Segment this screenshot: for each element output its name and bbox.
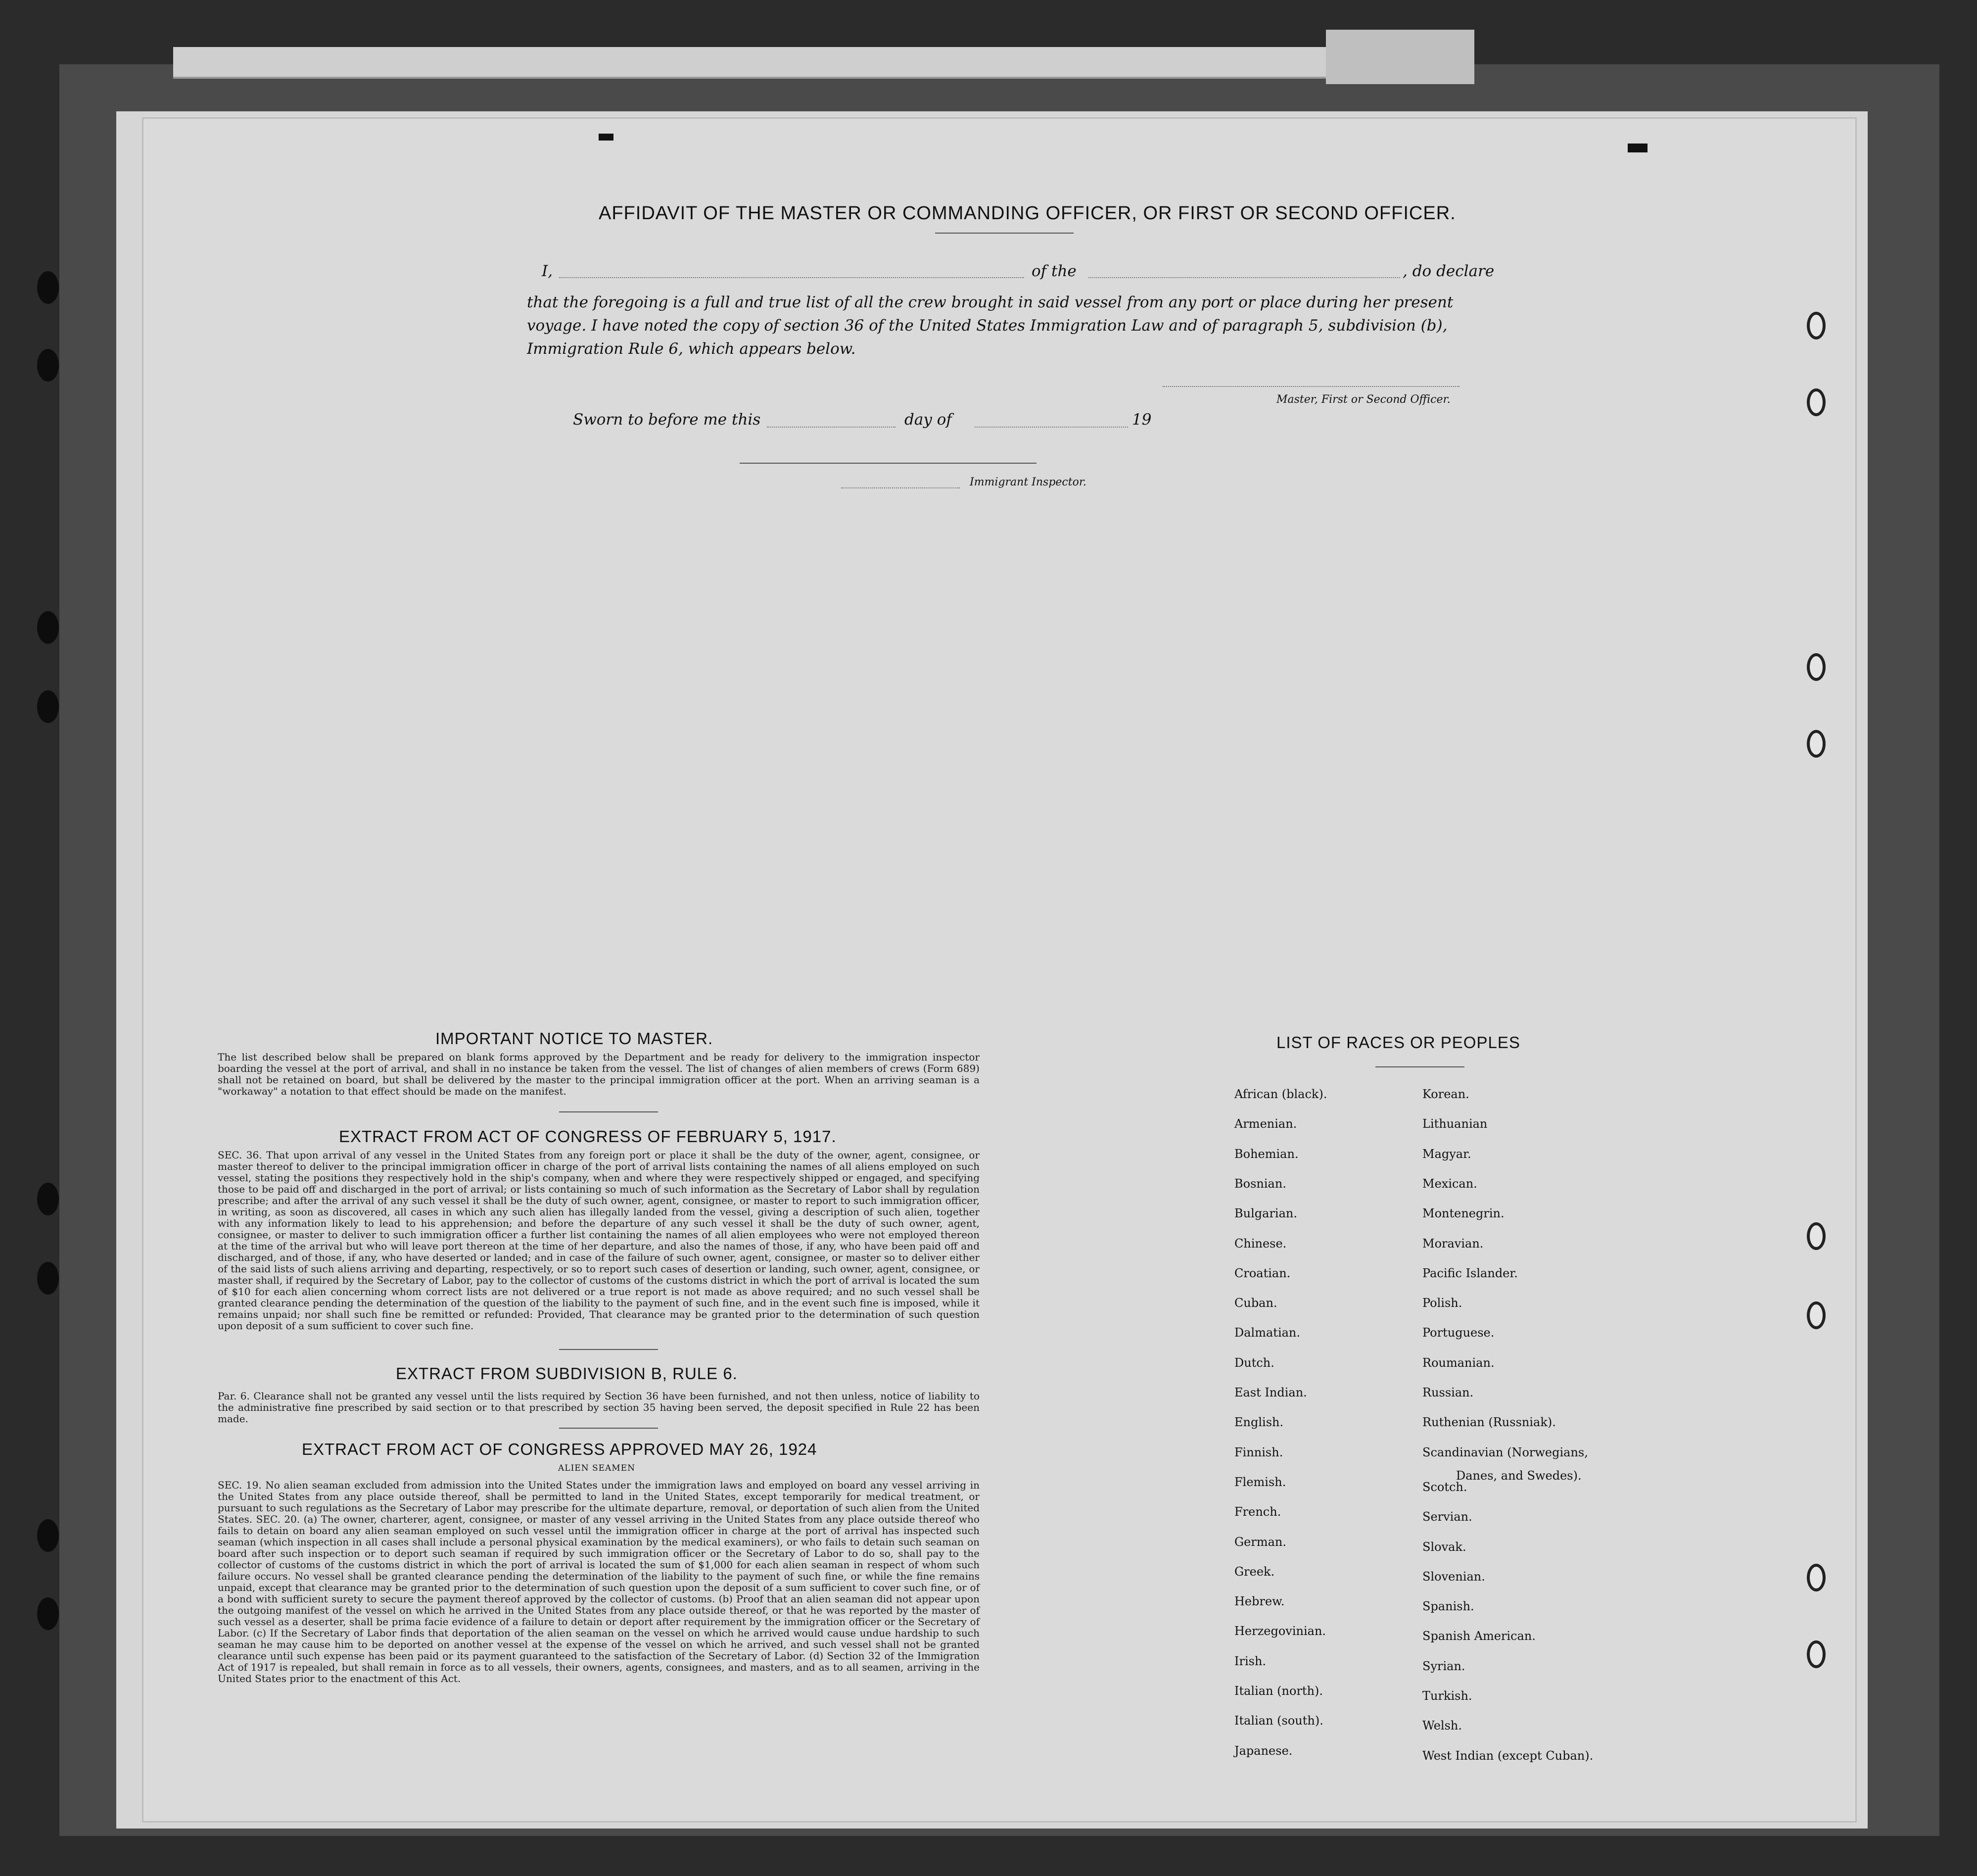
race-item: Spanish American. <box>1422 1629 1536 1643</box>
inspector-rule <box>740 463 1036 464</box>
declaration-line-4: Immigration Rule 6, which appears below. <box>527 340 856 358</box>
race-item: Croatian. <box>1234 1266 1291 1280</box>
notice-divider <box>559 1111 658 1112</box>
race-item: Lithuanian <box>1422 1117 1488 1131</box>
extract-1924-text: SEC. 19. No alien seaman excluded from admission into the United States under the immigration laws and employed on board any vessel arriving in the United States from any place outside thereof, shall be permitted to land in the United States, except temporarily for medical treatment, or pursuant to such regulations as the Secretary of Labor may prescribe for the ultimate departure, removal, or deportation of such alien from the United States. SEC. 20. (a) The owner, charterer, agent, consignee, or master of any vessel arriving in the United States from any place outside thereof who fails to detain on board any alien seaman employed on such vessel until the immigration officer in charge at the port of arrival has inspected such seaman (which inspection in all cases shall include a personal physical examination by the medical examiners), or who fails to detain such seaman on board after such inspection or to deport such seaman if required by such immigration officer or the Secretary of Labor to do so, shall pay to the collector of customs of the customs district in which the port of arrival is located the sum of $1,000 for each alien seaman in respect of whom such failure occurs. No vessel shall be granted clearance pending the determination of the liability to the payment of such fine, or while the fine remains unpaid, except that clearance may be granted prior to the determination of such question upon the deposit of a sum sufficient to cover such fine, or of a bond with sufficient surety to secure the payment thereof approved by the collector of customs. (b) Proof that an alien seaman did not appear upon the outgoing manifest of the vessel on which he arrived in the United States from any place outside thereof, or that he was reported by the master of such vessel as a deserter, shall be prima facie evidence of a failure to detain or deport after requirement by the immigration officer or the Secretary of Labor. (c) If the Secretary of Labor finds that deportation of the alien seaman on the vessel on which he arrived would cause undue hardship to such seaman he may cause him to be deported on another vessel at the expense of the vessel on which he arrived, and such vessel shall not be granted clearance until such expense has been paid or its payment guaranteed to the satisfaction of the Secretary of Labor. (d) Section 32 of the Immigration Act of 1917 is repealed, but shall remain in force as to all vessels, their owners, agents, consignees, and masters, and as to all seamen, arriving in the United States prior to the enactment of this Act. <box>218 1479 980 1684</box>
race-item: Russian. <box>1422 1386 1474 1399</box>
page-mark <box>599 134 613 141</box>
race-item: Greek. <box>1234 1565 1275 1579</box>
race-item: Roumanian. <box>1422 1356 1495 1370</box>
race-item: Mexican. <box>1422 1177 1477 1191</box>
race-item: French. <box>1234 1505 1281 1519</box>
binder-ring-7 <box>1807 1564 1826 1591</box>
inspector-blank <box>841 487 960 488</box>
underlying-page-tab <box>1326 30 1474 84</box>
race-item: West Indian (except Cuban). <box>1422 1749 1594 1763</box>
race-item: Bulgarian. <box>1234 1206 1297 1220</box>
alien-seamen-subheading: ALIEN SEAMEN <box>558 1463 635 1473</box>
race-item: Polish. <box>1422 1296 1462 1310</box>
affidavit-title: AFFIDAVIT OF THE MASTER OR COMMANDING OFFICER, OR FIRST OR SECOND OFFICER. <box>599 203 1456 224</box>
sworn-day-blank <box>767 427 895 428</box>
race-item: Finnish. <box>1234 1445 1283 1459</box>
punch-hole-8 <box>37 1597 59 1630</box>
race-item: Irish. <box>1234 1654 1267 1668</box>
vessel-blank <box>1088 277 1400 278</box>
race-item: Scotch. <box>1422 1480 1467 1494</box>
race-item: Flemish. <box>1234 1475 1286 1489</box>
punch-hole-5 <box>37 1183 59 1215</box>
race-item: Pacific Islander. <box>1422 1266 1518 1280</box>
race-item: Slovenian. <box>1422 1570 1485 1584</box>
race-item: Dutch. <box>1234 1356 1274 1370</box>
punch-hole-3 <box>37 611 59 644</box>
do-declare-label: , do declare <box>1403 262 1495 280</box>
punch-hole-4 <box>37 690 59 723</box>
race-item: Turkish. <box>1422 1689 1472 1703</box>
subdivision-b-text: Par. 6. Clearance shall not be granted any vessel until the lists required by Section 36 have been furnished, and not then unless, notice of liability to the administrative fine prescribed by said section or to that prescribed by section 35 having been served, the deposit specified in Rule 22 has been made. <box>218 1390 980 1425</box>
race-item: Welsh. <box>1422 1719 1462 1732</box>
race-item: Herzegovinian. <box>1234 1624 1326 1638</box>
i-label: I, <box>542 262 553 280</box>
signature-label: Master, First or Second Officer. <box>1276 393 1451 406</box>
extract-1917-divider <box>559 1349 658 1350</box>
punch-hole-1 <box>37 271 59 304</box>
race-item: Italian (north). <box>1234 1684 1323 1698</box>
declaration-line-2: that the foregoing is a full and true list of all the crew brought in said vessel from any port or place during her present <box>527 293 1454 311</box>
race-item: Japanese. <box>1234 1744 1293 1758</box>
punch-hole-2 <box>37 349 59 382</box>
underlying-page-edge <box>173 47 1326 79</box>
race-item: Portuguese. <box>1422 1326 1495 1340</box>
subdivision-b-heading: EXTRACT FROM SUBDIVISION B, RULE 6. <box>396 1364 738 1383</box>
race-item: Korean. <box>1422 1087 1469 1101</box>
race-item: Moravian. <box>1422 1237 1484 1251</box>
race-item: Armenian. <box>1234 1117 1297 1131</box>
year-label: 19 <box>1132 411 1152 429</box>
extract-1917-heading: EXTRACT FROM ACT OF CONGRESS OF FEBRUARY 5, 1917. <box>339 1127 837 1146</box>
race-item: Bohemian. <box>1234 1147 1299 1161</box>
page-mark <box>1628 144 1648 152</box>
title-underline <box>935 233 1074 234</box>
race-item: East Indian. <box>1234 1386 1307 1399</box>
binder-ring-5 <box>1807 1222 1826 1250</box>
declaration-line-3: voyage. I have noted the copy of section 36 of the United States Immigration Law and of paragraph 5, subdivision (b), <box>527 317 1448 335</box>
binder-ring-3 <box>1807 653 1826 681</box>
race-item: Montenegrin. <box>1422 1206 1505 1220</box>
day-of-label: day of <box>904 411 952 429</box>
race-item: German. <box>1234 1535 1286 1549</box>
declaration-line-1 <box>542 262 553 280</box>
race-item: Syrian. <box>1422 1659 1465 1673</box>
race-item: Servian. <box>1422 1510 1472 1524</box>
subdivision-b-divider <box>559 1428 658 1429</box>
race-item: Dalmatian. <box>1234 1326 1301 1340</box>
race-item: English. <box>1234 1415 1284 1429</box>
binder-ring-2 <box>1807 388 1826 416</box>
races-heading: LIST OF RACES OR PEOPLES <box>1276 1033 1520 1052</box>
race-item: African (black). <box>1234 1087 1327 1101</box>
punch-hole-6 <box>37 1262 59 1295</box>
race-item: Italian (south). <box>1234 1714 1323 1728</box>
binder-ring-1 <box>1807 312 1826 339</box>
race-item: Ruthenian (Russniak). <box>1422 1415 1556 1429</box>
race-item: Scandinavian (Norwegians, <box>1422 1445 1588 1459</box>
notice-text: The list described below shall be prepared on blank forms approved by the Department and be ready for delivery to the immigration inspector boarding the vessel at the port of arrival, and shall in no instance be taken from the vessel. The list of changes of alien members of crews (Form 689) shall not be retained on board, but shall be delivered by the master to the principal immigration officer at the port. When an arriving seaman is a "workaway" a notation to that effect should be made on the manifest. <box>218 1051 980 1097</box>
race-item: Bosnian. <box>1234 1177 1286 1191</box>
signature-blank <box>1163 386 1459 387</box>
sworn-label: Sworn to before me this <box>573 411 761 429</box>
binder-ring-4 <box>1807 730 1826 758</box>
extract-1917-text: SEC. 36. That upon arrival of any vessel in the United States from any foreign port or place it shall be the duty of the owner, agent, consignee, or master thereof to deliver to the principal immigration officer in charge of the port of arrival lists containing the names of all aliens employed on such vessel, stating the positions they respectively hold in the ship's company, when and where they were respectively shipped or engaged, and specifying those to be paid off and discharged in the port of arrival; or lists containing so much of such information as the Secretary of Labor shall by regulation prescribe; and after the arrival of any such vessel it shall be the duty of such owner, agent, consignee, or master to report to such immigration officer, in writing, as soon as discovered, all cases in which any such alien has illegally landed from the vessel, giving a description of such alien, together with any information likely to lead to his apprehension; and before the departure of any such vessel it shall be the duty of such owner, agent, consignee, or master to deliver to such immigration officer a further list containing the names of all alien employees who were not employed thereon at the time of the arrival but who will leave port thereon at the time of her departure, and also the names of those, if any, who have been paid off and discharged, and of those, if any, who have deserted or landed; and in case of the failure of such owner, agent, consignee, or master so to deliver either of the said lists of such aliens arriving and departing, respectively, or so to report such cases of desertion or landing, such owner, agent, consignee, or master shall, if required by the Secretary of Labor, pay to the collector of customs of the customs district in which the port of arrival is located the sum of $10 for each alien concerning whom correct lists are not delivered or a true report is not made as above required; and no such vessel shall be granted clearance pending the determination of the question of the liability to the payment of such fine, and in the event such fine is imposed, while it remains unpaid; nor shall such fine be remitted or refunded: Provided, That clearance may be granted prior to the determination of such question upon deposit of a sum sufficient to cover such fine. <box>218 1149 980 1332</box>
sworn-month-blank <box>975 427 1128 428</box>
notice-heading: IMPORTANT NOTICE TO MASTER. <box>435 1029 713 1048</box>
race-item: Hebrew. <box>1234 1594 1285 1608</box>
punch-hole-7 <box>37 1519 59 1552</box>
binder-ring-6 <box>1807 1301 1826 1329</box>
races-divider <box>1375 1066 1464 1067</box>
name-blank <box>559 277 1024 278</box>
extract-1924-heading: EXTRACT FROM ACT OF CONGRESS APPROVED MAY 26, 1924 <box>302 1440 817 1458</box>
race-item: Magyar. <box>1422 1147 1471 1161</box>
race-item: Spanish. <box>1422 1599 1474 1613</box>
of-the-label: of the <box>1032 262 1077 280</box>
race-item: Cuban. <box>1234 1296 1277 1310</box>
race-item: Chinese. <box>1234 1237 1287 1251</box>
race-item: Slovak. <box>1422 1540 1466 1554</box>
inspector-label: Immigrant Inspector. <box>970 476 1086 488</box>
binder-ring-8 <box>1807 1640 1826 1668</box>
race-item: Danes, and Swedes). <box>1456 1469 1582 1483</box>
